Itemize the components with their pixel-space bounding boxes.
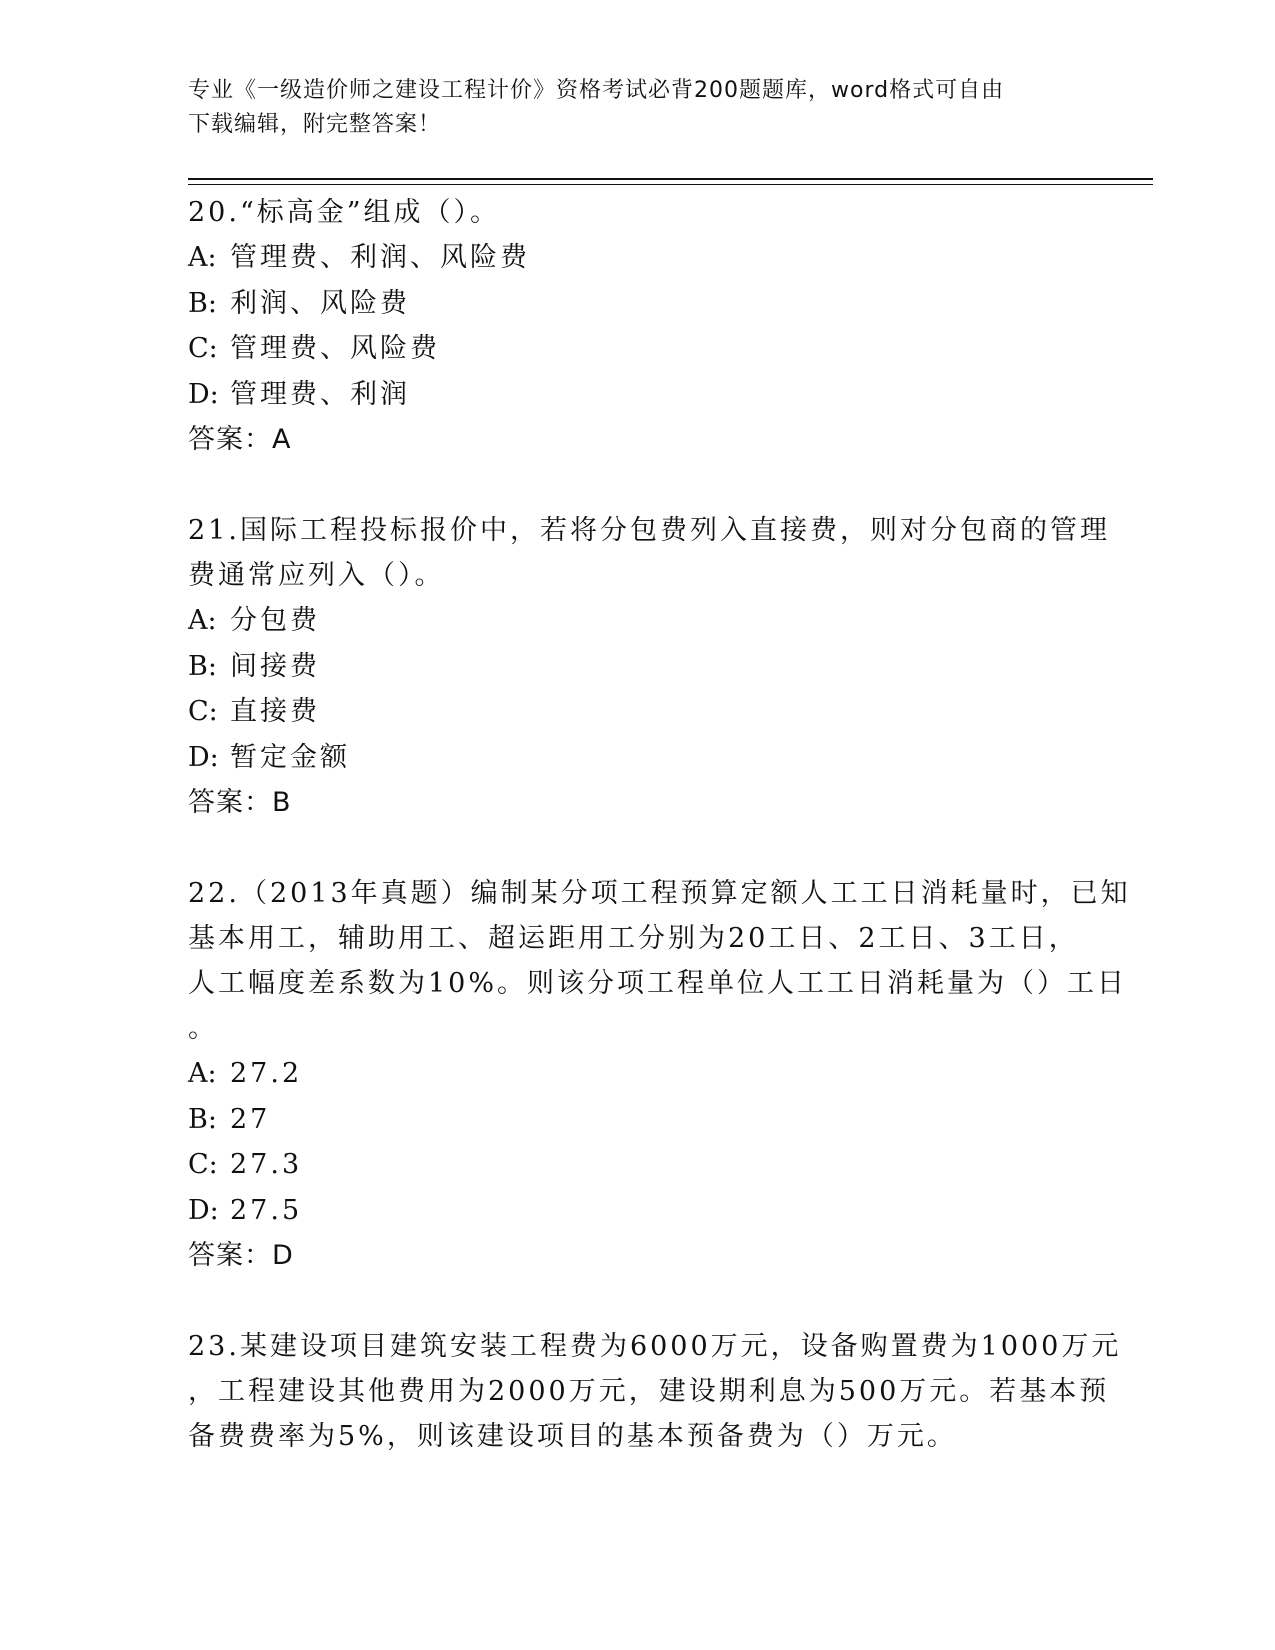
option-b [188, 644, 1088, 690]
question-spacer [188, 462, 1088, 508]
header-divider [188, 178, 1153, 180]
option-label: C: [188, 1149, 218, 1180]
question-text: 23.某建设项目建筑安装工程费为6000万元，设备购置费为1000万元 [188, 1331, 1122, 1362]
option-text: 管理费、利润、风险费 [230, 242, 530, 273]
header-divider [188, 184, 1153, 185]
question-text: 22.（2013年真题）编制某分项工程预算定额人工工日消耗量时，已知 [188, 878, 1131, 909]
document-header [188, 74, 1068, 142]
option-b [188, 1097, 1088, 1143]
question-text: 人工幅度差系数为10%。则该分项工程单位人工工日消耗量为（）工日 [188, 968, 1128, 999]
option-label: B: [188, 1103, 217, 1135]
question-spacer [188, 1278, 1088, 1324]
question-text: 费通常应列入（）。 [188, 560, 445, 591]
option-label: A: [188, 605, 217, 636]
option-label: D: [188, 378, 219, 410]
option-label: C: [188, 333, 218, 364]
option-text: 27.5 [230, 1194, 303, 1226]
question-21 [188, 508, 1110, 825]
option-label: B: [188, 650, 217, 682]
question-20 [188, 190, 1088, 462]
option-text: 27.3 [230, 1149, 303, 1180]
option-b [188, 281, 1088, 327]
header-line: 专业《一级造价师之建设工程计价》资格考试必背200题题库，word格式可自由 [188, 78, 1005, 103]
option-text: 利润、风险费 [230, 287, 410, 319]
question-text: 21.国际工程投标报价中，若将分包费列入直接费，则对分包商的管理 [188, 515, 1110, 546]
option-text: 27.2 [230, 1058, 303, 1089]
question-list [188, 190, 1131, 1459]
option-label: C: [188, 696, 218, 727]
option-c [188, 689, 1088, 735]
option-text: 管理费、风险费 [230, 333, 440, 364]
option-text: 27 [230, 1103, 271, 1135]
option-d [188, 1188, 1088, 1234]
question-22 [188, 871, 1131, 1278]
question-text: 备费费率为5%，则该建设项目的基本预备费为（）万元。 [188, 1421, 957, 1452]
question-text: 基本用工，辅助用工、超运距用工分别为20工日、2工日、3工日， [188, 923, 1079, 954]
question-spacer [188, 825, 1088, 871]
answer-line: 答案：B [188, 787, 292, 818]
option-text: 分包费 [230, 605, 320, 636]
option-d [188, 735, 1088, 781]
question-23 [188, 1324, 1122, 1459]
option-text: 管理费、利润 [230, 378, 410, 410]
option-label: D: [188, 1194, 219, 1226]
option-text: 直接费 [230, 696, 320, 727]
header-line: 下载编辑，附完整答案！ [188, 112, 442, 137]
answer-line: 答案：A [188, 424, 292, 455]
option-label: B: [188, 287, 217, 319]
option-d [188, 372, 1088, 418]
option-c [188, 326, 1088, 372]
question-text: 20.“标高金”组成（）。 [188, 197, 501, 228]
option-a [188, 598, 1088, 644]
option-label: A: [188, 242, 217, 273]
option-c [188, 1142, 1088, 1188]
option-text: 间接费 [230, 650, 320, 682]
question-text: ，工程建设其他费用为2000万元，建设期利息为500万元。若基本预 [188, 1376, 1110, 1407]
answer-line: 答案：D [188, 1240, 294, 1271]
option-label: D: [188, 741, 219, 773]
option-a [188, 1051, 1088, 1097]
option-label: A: [188, 1058, 217, 1089]
question-text: 。 [188, 1013, 218, 1044]
option-a [188, 235, 1088, 281]
option-text: 暂定金额 [230, 741, 350, 773]
